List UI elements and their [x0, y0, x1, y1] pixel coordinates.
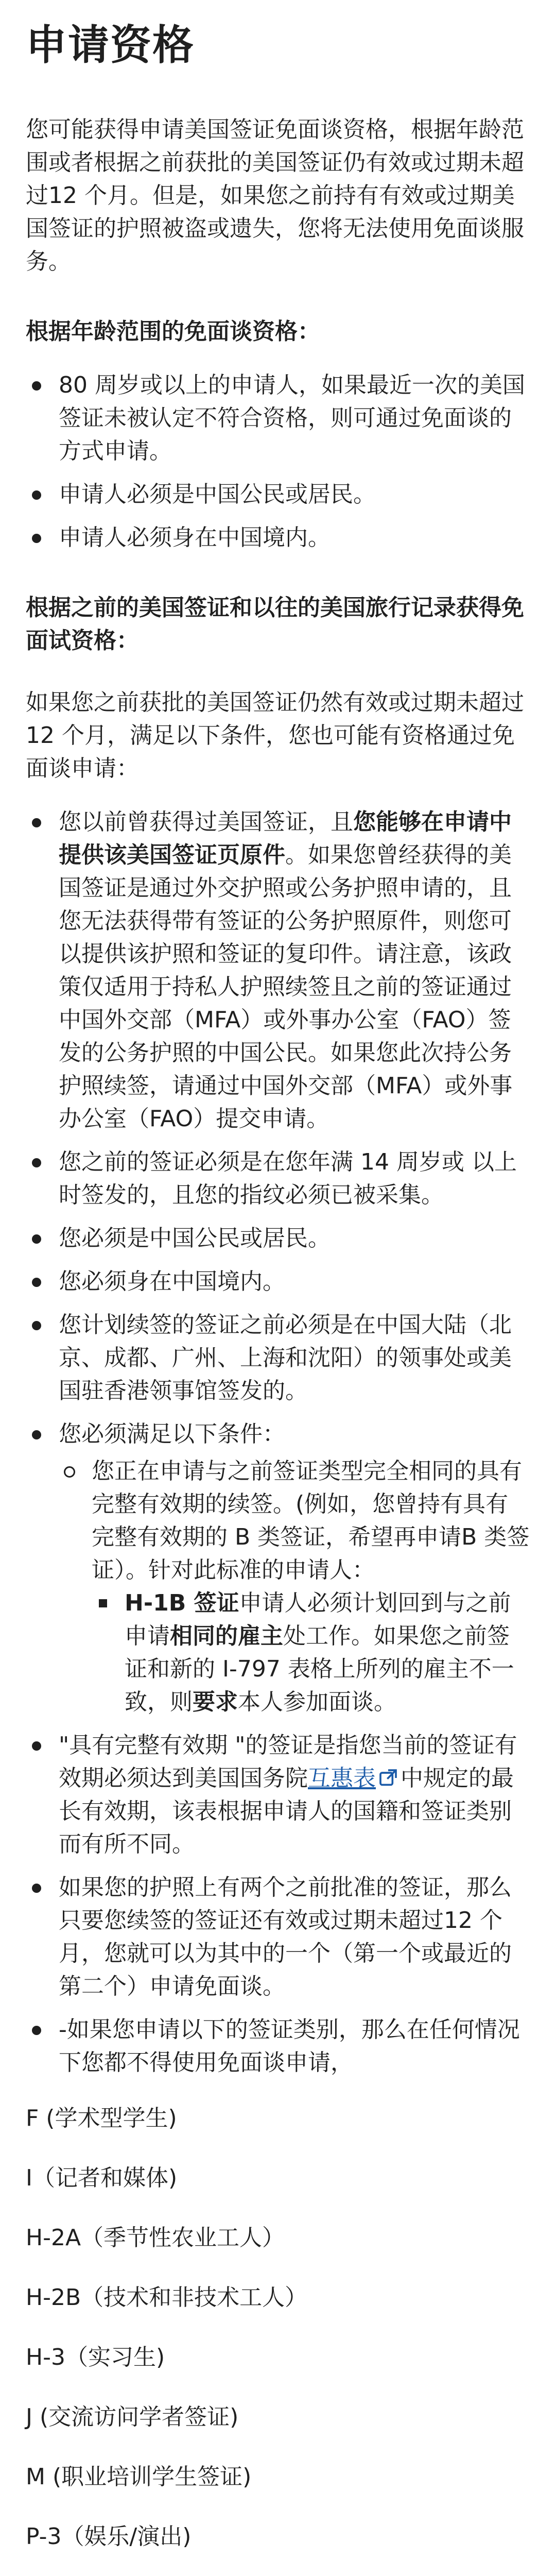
visa-category: I（记者和媒体) — [26, 2165, 178, 2191]
visa-category: P-3（娱乐/演出) — [26, 2523, 192, 2550]
list-item: 您之前的签证必须是在您年满 14 周岁或 以上时签发的，且您的指纹必须已被采集。 — [26, 1146, 530, 1212]
list-item: 80 周岁或以上的申请人，如果最近一次的美国签证未被认定不符合资格，则可通过免面谈的方式申请。 — [26, 369, 530, 468]
item-text: 申请人必须计划回到与之前申请 — [125, 1590, 511, 1649]
item-text: "具有完整有效期 "的签证是指您当前的签证有效期必须达到美国国务院 — [59, 1732, 517, 1791]
item-text: 中规定的最长有效期，该表根据申请人的国籍和签证类别而有所不同。 — [59, 1765, 514, 1857]
sub-list — [59, 1455, 530, 1719]
visa-category: M (职业培训学生签证) — [26, 2464, 252, 2490]
visa-category: H-3（实习生) — [26, 2344, 165, 2370]
sub-list-item — [59, 1455, 530, 1719]
page-title: 申请资格 — [26, 21, 195, 69]
list-item: 您计划续签的签证之前必须是在中国大陆（北京、成都、广州、上海和沈阳）的领事处或美国驻香港领事馆签发的。 — [26, 1309, 530, 1408]
list-item — [26, 806, 530, 1136]
item-bold-text: 要求 — [193, 1689, 238, 1715]
item-text: 您正在申请与之前签证类型完全相同的具有完整有效期的续签。(例如，您曾持有具有完整有效期的 B 类签证，希望再申请B 类签证）。针对此标准的申请人： — [92, 1458, 530, 1583]
sub-sub-list-item — [92, 1587, 530, 1719]
item-text: 您以前曾获得过美国签证，且 — [59, 809, 353, 835]
external-link-icon[interactable] — [378, 1768, 398, 1788]
list-item — [26, 1729, 530, 1861]
visa-category-list — [26, 2102, 530, 2553]
item-bold-text: 相同的雇主 — [170, 1623, 283, 1649]
list-item: 申请人必须身在中国境内。 — [26, 521, 530, 554]
intro-paragraph: 您可能获得申请美国签证免面谈资格，根据年龄范围或者根据之前获批的美国签证仍有效或过期未超过12 个月。但是，如果您之前持有有效或过期美国签证的护照被盗或遗失，您将无法使用免面谈服务。 — [26, 116, 524, 275]
list-item: -如果您申请以下的签证类别，那么在任何情况下您都不得使用免面谈申请， — [26, 2013, 530, 2079]
item-text: 处工作。如果您之前签证和新的 I-797 表格上所列的雇主不一致，则 — [125, 1623, 514, 1715]
item-bold-text: 您能够在申请中提供该美国签证页原件 — [59, 809, 512, 868]
list-item: 您必须是中国公民或居民。 — [26, 1222, 530, 1255]
visa-category: F (学术型学生) — [26, 2105, 177, 2131]
visa-category: J (交流访问学者签证) — [26, 2404, 239, 2430]
list-item — [26, 1418, 530, 1719]
visa-category: H-2A（季节性农业工人） — [26, 2225, 285, 2251]
age-section-heading: 根据年龄范围的免面谈资格： — [26, 318, 320, 345]
list-item: 您必须身在中国境内。 — [26, 1265, 530, 1298]
list-item: 如果您的护照上有两个之前批准的签证，那么只要您续签的签证还有效或过期未超过12 个月，您就可以为其中的一个（第一个或最近的第二个）申请免面谈。 — [26, 1871, 530, 2003]
item-bold-text: H-1B 签证 — [125, 1590, 239, 1616]
item-text: 您必须满足以下条件： — [59, 1421, 285, 1447]
item-text: 。如果您曾经获得的美国签证是通过外交护照或公务护照申请的，且您无法获得带有签证的公务护照原件，则您可以提供该护照和签证的复印件。请注意，该政策仅适用于持私人护照续签且之前的签证通过中国外交部（MFA）或外事办公室（FAO）签发的公务护照的中国公民。如果您此次持公务护照续签，请通过中国外交部（MFA）或外事办公室（FAO）提交申请。 — [59, 842, 513, 1132]
sub-sub-list — [92, 1587, 530, 1719]
history-section-heading: 根据之前的美国签证和以往的美国旅行记录获得免面试资格： — [26, 595, 524, 654]
visa-category: H-2B（技术和非技术工人） — [26, 2284, 308, 2311]
age-criteria-list — [26, 369, 530, 554]
list-item: 申请人必须是中国公民或居民。 — [26, 478, 530, 511]
history-criteria-list — [26, 806, 530, 2079]
history-intro-paragraph: 如果您之前获批的美国签证仍然有效或过期未超过 12 个月，满足以下条件，您也可能有资格通过免面谈申请： — [26, 689, 524, 782]
item-text: 本人参加面谈。 — [238, 1689, 396, 1715]
reciprocity-table-link[interactable]: 互惠表 — [308, 1765, 376, 1791]
